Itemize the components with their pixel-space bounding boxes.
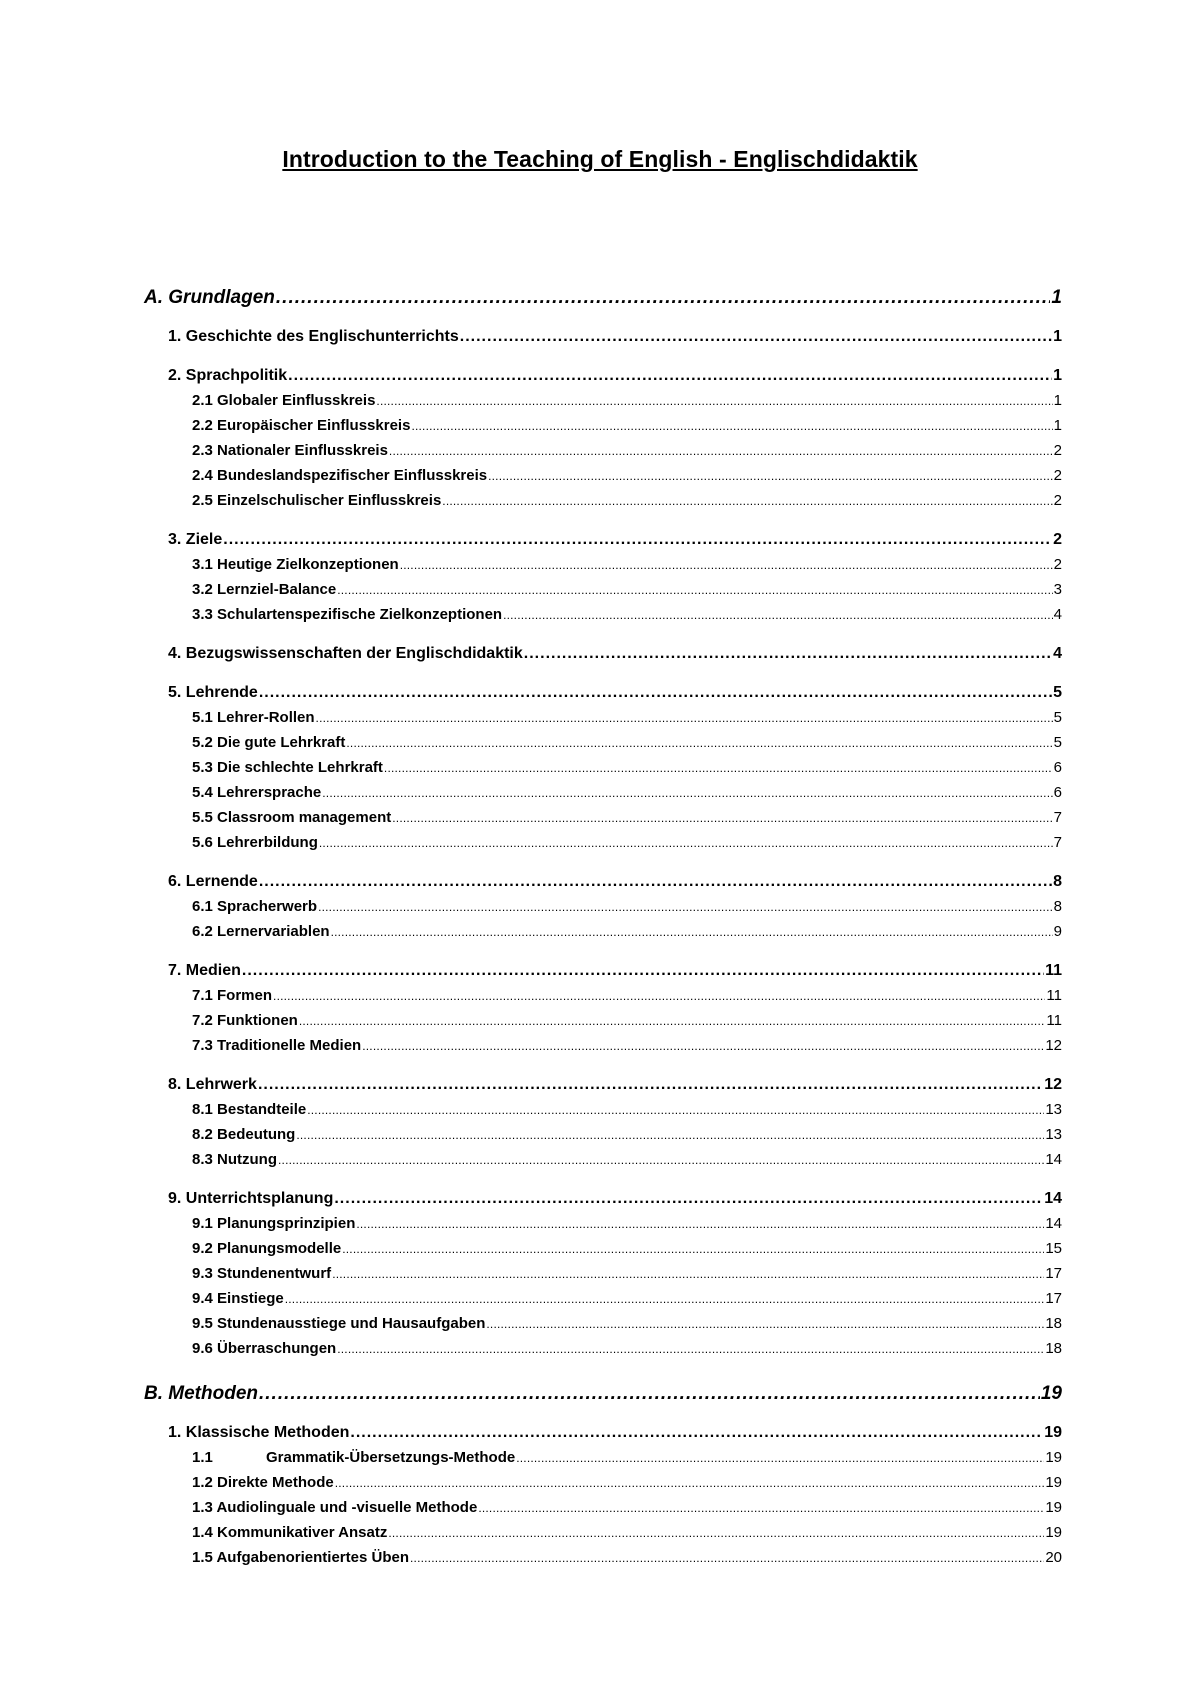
toc-entry-page-number: 9 (1053, 923, 1062, 940)
dot-leader (337, 1336, 1044, 1362)
toc-entry-sub[interactable] (144, 438, 1062, 463)
toc-entry-label: 8.2 Bedeutung (192, 1126, 296, 1143)
toc-entry-page-number: 19 (1045, 1524, 1062, 1541)
toc-entry-label: 9.4 Einstiege (192, 1290, 284, 1307)
spacer (144, 627, 1062, 642)
toc-entry-sub[interactable] (144, 1033, 1062, 1058)
toc-entry-label: 5.6 Lehrerbildung (192, 834, 318, 851)
toc-entry-label: 6. Lernende (168, 873, 258, 890)
dot-leader (332, 1261, 1044, 1287)
spacer (144, 1361, 1062, 1379)
document-title: Introduction to the Teaching of English - Englischdidaktik (282, 146, 918, 172)
dot-leader (392, 805, 1052, 831)
dot-leader (288, 364, 1052, 388)
toc-entry-page-number: 1 (1053, 417, 1062, 434)
toc-entry-sub[interactable] (144, 1211, 1062, 1236)
toc-entry-page-number: 20 (1045, 1549, 1062, 1566)
toc-entry-page-number: 19 (1044, 1424, 1062, 1441)
toc-entry-page-number: 14 (1045, 1215, 1062, 1232)
toc-entry-label: 1.2 Direkte Methode (192, 1474, 334, 1491)
toc-entry-label: 8. Lehrwerk (168, 1076, 257, 1093)
toc-entry-text: Grammatik-Übersetzungs-Methode (266, 1449, 516, 1466)
table-of-contents (144, 283, 1062, 1570)
spacer (144, 1409, 1062, 1421)
toc-entry-label: 9.3 Stundenentwurf (192, 1265, 332, 1282)
toc-entry-sub[interactable] (144, 805, 1062, 830)
toc-entry-label: 9.6 Überraschungen (192, 1340, 337, 1357)
toc-entry-sub[interactable] (144, 830, 1062, 855)
toc-entry-page-number: 19 (1040, 1383, 1062, 1404)
toc-entry-label: 5.4 Lehrersprache (192, 784, 322, 801)
toc-entry-page-number: 12 (1045, 1037, 1062, 1054)
toc-entry-label: 3.2 Lernziel-Balance (192, 581, 337, 598)
toc-entry-page-number: 7 (1053, 834, 1062, 851)
toc-entry-sub[interactable] (144, 1470, 1062, 1495)
toc-entry-label: 9.5 Stundenausstiege und Hausaufgaben (192, 1315, 486, 1332)
toc-entry-sub[interactable] (144, 1495, 1062, 1520)
toc-entry-sub[interactable] (144, 1445, 1062, 1470)
toc-entry-label: 7. Medien (168, 962, 241, 979)
toc-entry-sub[interactable] (144, 705, 1062, 730)
toc-entry-sub[interactable] (144, 1261, 1062, 1286)
toc-entry-label: 2. Sprachpolitik (168, 367, 288, 384)
dot-leader (388, 1520, 1044, 1546)
toc-entry-sub[interactable] (144, 1122, 1062, 1147)
toc-entry-sub[interactable] (144, 1286, 1062, 1311)
dot-leader (478, 1495, 1044, 1521)
toc-entry-page-number: 4 (1053, 606, 1062, 623)
dot-leader (299, 1008, 1046, 1034)
dot-leader (346, 730, 1052, 756)
toc-entry-sub[interactable] (144, 1147, 1062, 1172)
dot-leader (276, 283, 1051, 313)
toc-entry-sub[interactable] (144, 1311, 1062, 1336)
dot-leader (410, 1545, 1044, 1571)
toc-entry-sub[interactable] (144, 1236, 1062, 1261)
toc-entry-label: 2.2 Europäischer Einflusskreis (192, 417, 411, 434)
toc-entry-page-number: 11 (1045, 962, 1062, 979)
toc-entry-page-number: 19 (1045, 1499, 1062, 1516)
dot-leader (356, 1211, 1044, 1237)
toc-entry-label: 1.4 Kommunikativer Ansatz (192, 1524, 388, 1541)
dot-leader (350, 1421, 1043, 1445)
toc-entry-sub[interactable] (144, 388, 1062, 413)
dot-leader (516, 1445, 1044, 1471)
toc-entry-part[interactable] (144, 283, 1062, 313)
toc-entry-page-number: 17 (1045, 1290, 1062, 1307)
toc-entry-sub[interactable] (144, 780, 1062, 805)
dot-leader (278, 1147, 1044, 1173)
toc-entry-sub[interactable] (144, 413, 1062, 438)
toc-entry-label: 9. Unterrichtsplanung (168, 1190, 334, 1207)
toc-entry-number: 1.1 (192, 1449, 213, 1466)
toc-entry-chap[interactable] (144, 959, 1062, 983)
spacer (144, 666, 1062, 681)
toc-entry-page-number: 5 (1053, 734, 1062, 751)
toc-entry-sub[interactable] (144, 602, 1062, 627)
dot-leader (376, 388, 1052, 414)
toc-entry-page-number: 1 (1053, 328, 1062, 345)
toc-entry-label: 6.2 Lernervariablen (192, 923, 330, 940)
toc-entry-sub[interactable] (144, 894, 1062, 919)
toc-entry-page-number: 2 (1053, 442, 1062, 459)
toc-entry-page-number: 15 (1045, 1240, 1062, 1257)
toc-entry-page-number: 17 (1045, 1265, 1062, 1282)
toc-entry-page-number: 19 (1045, 1474, 1062, 1491)
toc-entry-page-number: 12 (1044, 1076, 1062, 1093)
toc-entry-label: 7.1 Formen (192, 987, 273, 1004)
toc-entry-sub[interactable] (144, 577, 1062, 602)
toc-entry-label: 1.5 Aufgabenorientiertes Üben (192, 1549, 409, 1566)
dot-leader (400, 552, 1053, 578)
toc-entry-label: 5.1 Lehrer-Rollen (192, 709, 315, 726)
toc-entry-label: 3.3 Schulartenspezifische Zielkonzeptionen (192, 606, 503, 623)
toc-entry-label: 3. Ziele (168, 531, 223, 548)
dot-leader (258, 1073, 1043, 1097)
dot-leader (242, 959, 1044, 983)
toc-entry-label: 2.4 Bundeslandspezifischer Einflusskreis (192, 467, 488, 484)
dot-leader (342, 1236, 1044, 1262)
toc-entry-label: 8.3 Nutzung (192, 1151, 277, 1168)
toc-entry-label: 1.3 Audiolinguale und -visuelle Methode (192, 1499, 478, 1516)
spacer (144, 313, 1062, 325)
toc-entry-page-number: 1 (1053, 392, 1062, 409)
toc-entry-label: 2.3 Nationaler Einflusskreis (192, 442, 388, 459)
toc-entry-label: 4. Bezugswissenschaften der Englischdidaktik (168, 645, 523, 662)
toc-entry-label: 5. Lehrende (168, 684, 258, 701)
dot-leader (259, 870, 1052, 894)
dot-leader (362, 1033, 1044, 1059)
dot-leader (296, 1122, 1044, 1148)
dot-leader (316, 705, 1053, 731)
toc-entry-label: A. Grundlagen (144, 287, 275, 308)
dot-leader (389, 438, 1053, 464)
dot-leader (337, 577, 1052, 603)
dot-leader (273, 983, 1045, 1009)
toc-entry-sub[interactable] (144, 1520, 1062, 1545)
dot-leader (460, 325, 1052, 349)
dot-leader (259, 681, 1052, 705)
toc-entry-page-number: 13 (1045, 1126, 1062, 1143)
toc-entry-page-number: 5 (1053, 684, 1062, 701)
toc-entry-label: 2.5 Einzelschulischer Einflusskreis (192, 492, 442, 509)
toc-entry-sub[interactable] (144, 983, 1062, 1008)
toc-entry-page-number: 6 (1053, 784, 1062, 801)
toc-entry-page-number: 3 (1053, 581, 1062, 598)
spacer (144, 1172, 1062, 1187)
dot-leader (488, 463, 1053, 489)
toc-entry-page-number: 2 (1053, 531, 1062, 548)
toc-entry-page-number: 11 (1046, 1012, 1062, 1029)
dot-leader (335, 1470, 1045, 1496)
dot-leader (223, 528, 1052, 552)
dot-leader (318, 894, 1053, 920)
toc-entry-page-number: 2 (1053, 467, 1062, 484)
toc-entry-sub[interactable] (144, 755, 1062, 780)
toc-entry-chap[interactable] (144, 325, 1062, 349)
toc-entry-sub[interactable] (144, 1008, 1062, 1033)
toc-entry-page-number: 18 (1045, 1340, 1062, 1357)
toc-entry-chap[interactable] (144, 681, 1062, 705)
spacer (144, 855, 1062, 870)
dot-leader (384, 755, 1053, 781)
dot-leader (319, 830, 1053, 856)
toc-entry-page-number: 8 (1053, 898, 1062, 915)
spacer (144, 349, 1062, 364)
dot-leader (524, 642, 1052, 666)
toc-entry-label: 8.1 Bestandteile (192, 1101, 307, 1118)
toc-entry-chap[interactable] (144, 364, 1062, 388)
spacer (144, 944, 1062, 959)
toc-entry-sub[interactable] (144, 919, 1062, 944)
toc-entry-page-number: 2 (1053, 492, 1062, 509)
toc-entry-page-number: 14 (1045, 1151, 1062, 1168)
dot-leader (503, 602, 1053, 628)
dot-leader (442, 488, 1052, 514)
dot-leader (411, 413, 1052, 439)
toc-entry-chap[interactable] (144, 642, 1062, 666)
toc-entry-page-number: 6 (1053, 759, 1062, 776)
toc-entry-label: B. Methoden (144, 1383, 258, 1404)
toc-entry-sub[interactable] (144, 463, 1062, 488)
toc-entry-part[interactable] (144, 1379, 1062, 1409)
toc-entry-chap[interactable] (144, 870, 1062, 894)
toc-entry-page-number: 1 (1053, 367, 1062, 384)
spacer (144, 1058, 1062, 1073)
dot-leader (331, 919, 1053, 945)
toc-entry-label (192, 1445, 515, 1470)
toc-entry-page-number: 18 (1045, 1315, 1062, 1332)
dot-leader (322, 780, 1052, 806)
toc-entry-page-number: 1 (1051, 287, 1062, 308)
toc-entry-page-number: 5 (1053, 709, 1062, 726)
toc-entry-label: 6.1 Spracherwerb (192, 898, 318, 915)
toc-entry-label: 1. Geschichte des Englischunterrichts (168, 328, 459, 345)
toc-entry-sub[interactable] (144, 1097, 1062, 1122)
spacer (144, 513, 1062, 528)
dot-leader (307, 1097, 1044, 1123)
dot-leader (285, 1286, 1045, 1312)
toc-entry-label: 9.1 Planungsprinzipien (192, 1215, 356, 1232)
toc-entry-sub[interactable] (144, 1336, 1062, 1361)
toc-entry-sub[interactable] (144, 488, 1062, 513)
toc-entry-label: 9.2 Planungsmodelle (192, 1240, 342, 1257)
toc-entry-label: 2.1 Globaler Einflusskreis (192, 392, 376, 409)
toc-entry-chap[interactable] (144, 1421, 1062, 1445)
dot-leader (486, 1311, 1044, 1337)
toc-entry-chap[interactable] (144, 1073, 1062, 1097)
toc-entry-page-number: 19 (1045, 1449, 1062, 1466)
toc-entry-label: 7.3 Traditionelle Medien (192, 1037, 362, 1054)
toc-entry-page-number: 4 (1053, 645, 1062, 662)
dot-leader (334, 1187, 1043, 1211)
toc-entry-page-number: 2 (1053, 556, 1062, 573)
toc-entry-chap[interactable] (144, 528, 1062, 552)
toc-entry-sub[interactable] (144, 730, 1062, 755)
toc-entry-label: 5.3 Die schlechte Lehrkraft (192, 759, 383, 776)
toc-entry-page-number: 11 (1046, 987, 1062, 1004)
toc-entry-sub[interactable] (144, 552, 1062, 577)
toc-entry-page-number: 13 (1045, 1101, 1062, 1118)
toc-entry-chap[interactable] (144, 1187, 1062, 1211)
toc-entry-page-number: 14 (1044, 1190, 1062, 1207)
toc-entry-label: 5.2 Die gute Lehrkraft (192, 734, 346, 751)
toc-entry-label: 5.5 Classroom management (192, 809, 392, 826)
toc-entry-label: 1. Klassische Methoden (168, 1424, 350, 1441)
toc-entry-page-number: 8 (1053, 873, 1062, 890)
toc-entry-label: 7.2 Funktionen (192, 1012, 298, 1029)
dot-leader (259, 1379, 1040, 1409)
toc-entry-sub[interactable] (144, 1545, 1062, 1570)
toc-entry-label: 3.1 Heutige Zielkonzeptionen (192, 556, 399, 573)
toc-entry-page-number: 7 (1053, 809, 1062, 826)
